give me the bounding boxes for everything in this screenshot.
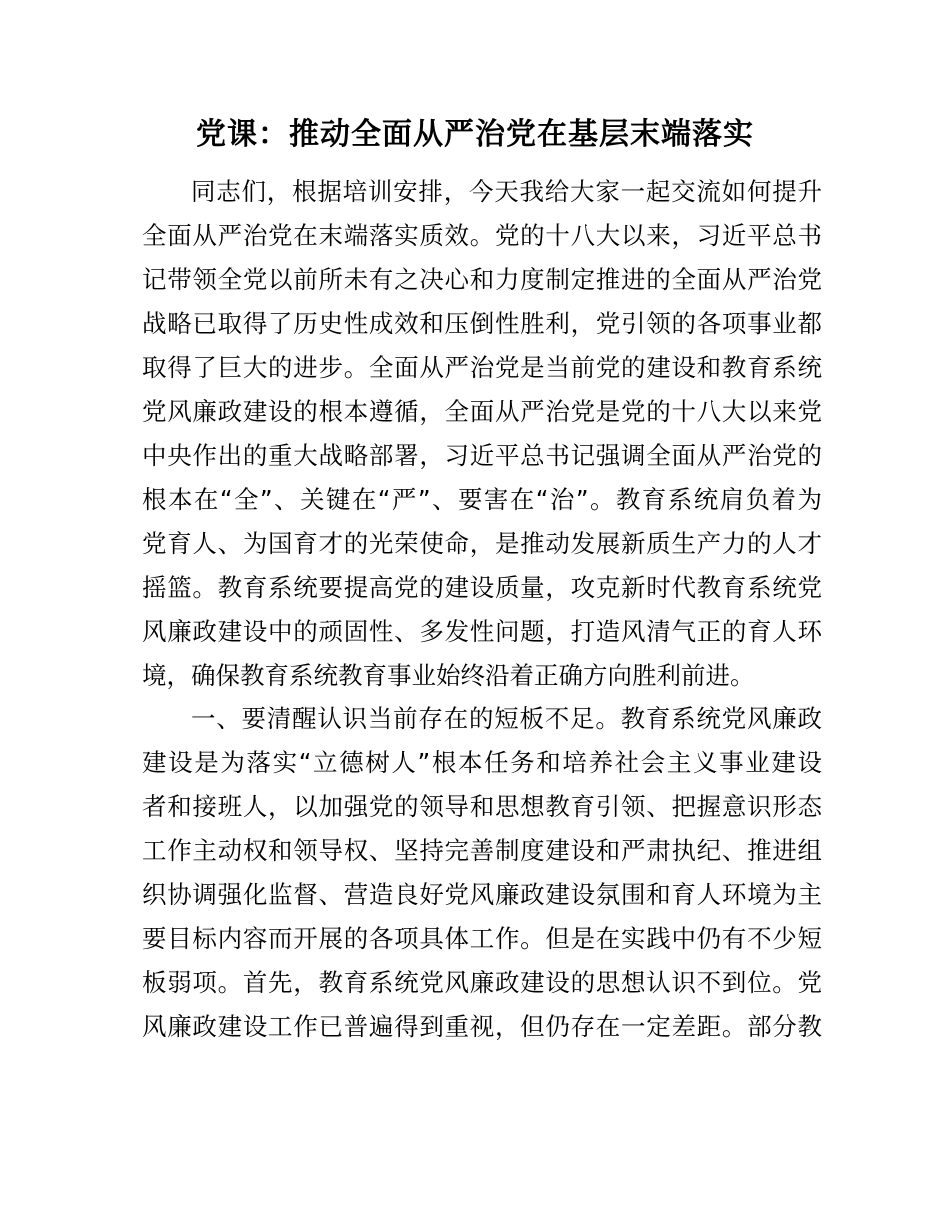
paragraph-line: 中央作出的重大战略部署，习近平总书记强调全面从严治党的 — [142, 441, 822, 470]
paragraph-line: 工作主动权和领导权、坚持完善制度建设和严肃执纪、推进组 — [142, 836, 822, 865]
paragraph-line: 同志们，根据培训安排，今天我给大家一起交流如何提升 — [191, 177, 822, 206]
paragraph-line: 摇篮。教育系统要提高党的建设质量，攻克新时代教育系统党 — [142, 573, 822, 602]
paragraph-line: 取得了巨大的进步。全面从严治党是当前党的建设和教育系统 — [142, 353, 822, 382]
paragraph-line: 党育人、为国育才的光荣使命，是推动发展新质生产力的人才 — [142, 529, 822, 558]
paragraph-line: 要目标内容而开展的各项具体工作。但是在实践中仍有不少短 — [142, 924, 822, 953]
paragraph-line: 织协调强化监督、营造良好党风廉政建设氛围和育人环境为主 — [142, 880, 822, 909]
paragraph-line: 记带领全党以前所未有之决心和力度制定推进的全面从严治党 — [142, 265, 822, 294]
paragraph-line: 风廉政建设工作已普遍得到重视，但仍存在一定差距。部分教 — [142, 1012, 822, 1041]
paragraph-line: 风廉政建设中的顽固性、多发性问题，打造风清气正的育人环 — [142, 617, 822, 646]
paragraph-intro — [142, 170, 822, 698]
paragraph-line: 境，确保教育系统教育事业始终沿着正确方向胜利前进。 — [142, 661, 755, 690]
paragraph-line: 战略已取得了历史性成效和压倒性胜利，党引领的各项事业都 — [142, 309, 822, 338]
paragraph-line: 根本在“全”、关键在“严”、要害在“治”。教育系统肩负着为 — [142, 485, 822, 514]
paragraph-section-one — [142, 697, 822, 1049]
paragraph-line: 者和接班人，以加强党的领导和思想教育引领、把握意识形态 — [142, 792, 822, 821]
paragraph-line: 一、要清醒认识当前存在的短板不足。教育系统党风廉政 — [191, 704, 822, 733]
paragraph-line: 全面从严治党在末端落实质效。党的十八大以来，习近平总书 — [142, 221, 822, 250]
paragraph-line: 板弱项。首先，教育系统党风廉政建设的思想认识不到位。党 — [142, 968, 822, 997]
document-title: 党课：推动全面从严治党在基层末端落实 — [196, 117, 754, 152]
paragraph-line: 党风廉政建设的根本遵循，全面从严治党是党的十八大以来党 — [142, 397, 822, 426]
paragraph-line: 建设是为落实“立德树人”根本任务和培养社会主义事业建设 — [142, 748, 822, 777]
